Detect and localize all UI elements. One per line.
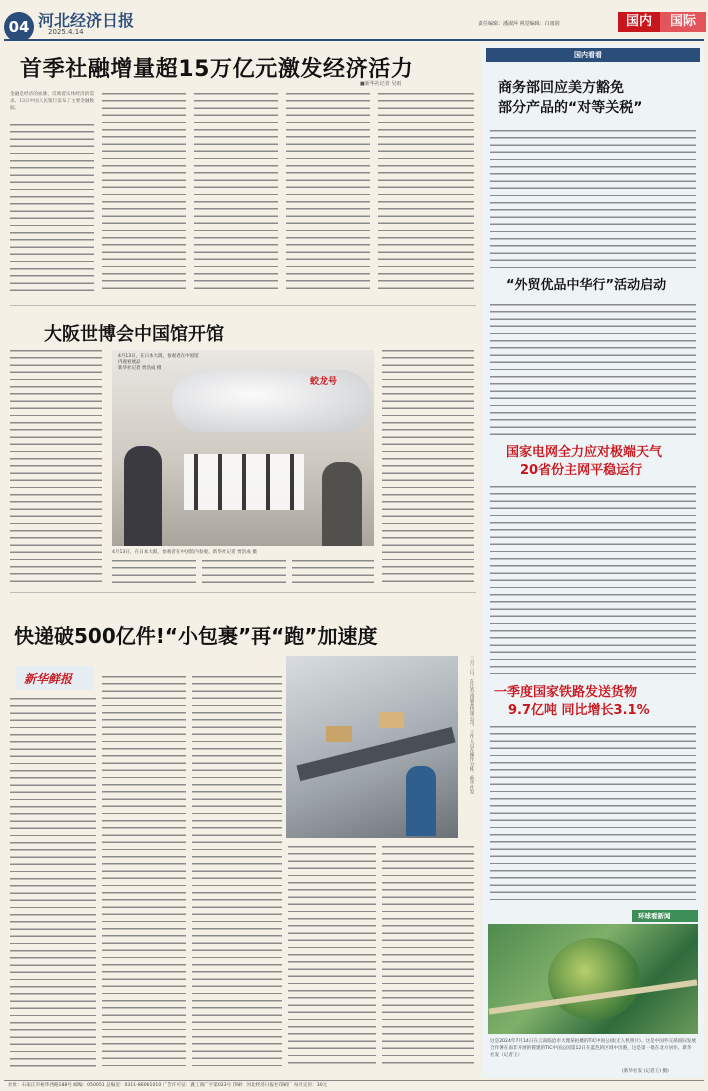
express-col-1 — [10, 696, 96, 1068]
express-headline: 快递破500亿件!“小包裹”再“跑”加速度 — [14, 624, 378, 648]
express-badge: 新华鲜报 — [16, 666, 94, 690]
express-photo — [286, 656, 458, 838]
lead-snippet: 金融是经济的血脉，反映着实体经济的需求。13日中国人民银行发布了主要金融数据。 — [10, 92, 94, 112]
expo-article — [10, 308, 476, 590]
expo-col-1 — [10, 348, 102, 586]
sidebar-body-4 — [490, 724, 696, 904]
expo-col-mid-1 — [112, 558, 196, 586]
photo-inset-note: 4月13日，在日本大阪，参观者在中国馆内观看展品 新华社记者 贾浩成 摄 — [118, 354, 199, 371]
expo-caption: 4月13日，在日本大阪，参观者在中国馆内参观。新华社记者 贾浩成 摄 — [112, 550, 257, 555]
editors-line: 责任编辑：潘淑萍 视觉编辑：白雨润 — [478, 21, 560, 27]
section-tab-international: 国际 — [660, 12, 706, 32]
sidebar-tag-domestic: 国内看看 — [486, 48, 700, 62]
sidebar-tag-global: 环球看新闻 — [632, 910, 698, 922]
express-col-4 — [288, 844, 376, 1068]
lead-col-2 — [102, 91, 186, 292]
sidebar-headline-4: 一季度国家铁路发送货物 9.7亿吨 同比增长3.1% — [494, 685, 650, 718]
sidebar-photo-credit: (新华社发 (记者王) 摄) — [622, 1069, 669, 1074]
footer-imprint: 社址：石家庄市裕华西路188号 邮编：050051 总编室：0311-86061010 广告许可证：冀工商广字第023号 印刷：河北经济日报社印刷厂 每月定价：30元 — [8, 1083, 328, 1088]
express-col-2 — [102, 674, 186, 1068]
express-photo-caption: 三月三日，在江苏南通某快递公司，工作人员在操作分拣。新华社发 — [469, 656, 474, 794]
sidebar — [482, 44, 704, 1078]
express-article — [10, 596, 476, 1076]
page-number: 04 — [4, 12, 34, 40]
expo-photo — [112, 350, 374, 546]
tree-cluster — [548, 938, 640, 1020]
sidebar-body-2 — [490, 302, 696, 436]
lead-headline: 首季社融增量超15万亿元激发经济活力 — [20, 57, 414, 82]
visitor-figure — [124, 446, 162, 546]
lead-col-3 — [194, 91, 278, 292]
expo-col-right — [382, 348, 474, 586]
section-tab-domestic: 国内 — [618, 12, 660, 32]
expo-col-mid-3 — [292, 558, 374, 586]
sidebar-photo-caption: 这是2024年7月14日在云南临沧市大理某拍摄的TIC中国公园(无人机照片)。这是中国外交部国际发展合作署在南非开展的援建的TIC中国公园第12日在蓝色的区域中出港，这是第一批在北方居住。新华社发（记者王） — [490, 1039, 696, 1058]
sidebar-headline-3: 国家电网全力应对极端天气 20省份主网平稳运行 — [506, 445, 663, 478]
worker-figure — [406, 766, 436, 836]
lead-byline: ■新华社记者 吴雨 — [360, 81, 402, 87]
parcel-box — [326, 726, 352, 742]
issue-date: 2025.4.14 — [48, 28, 84, 36]
expo-col-mid-2 — [202, 558, 286, 586]
panda-display — [184, 454, 304, 510]
submarine-model — [172, 370, 372, 432]
newspaper-logo: 河北经济日报 — [38, 11, 135, 30]
masthead — [0, 0, 708, 40]
submarine-label: 蛟龙号 — [310, 377, 338, 387]
expo-headline: 大阪世博会中国馆开馆 — [44, 324, 224, 345]
sidebar-headline-2: “外贸优品中华行”活动启动 — [506, 278, 667, 293]
lead-col-1 — [10, 122, 94, 292]
sidebar-photo — [488, 924, 698, 1034]
express-col-5 — [382, 844, 474, 1068]
sidebar-headline-1: 商务部回应美方豁免 部分产品的“对等关税” — [498, 80, 643, 116]
sidebar-body-3 — [490, 484, 696, 674]
sidebar-body-1 — [490, 128, 696, 268]
visitor-figure — [322, 462, 362, 546]
express-col-3 — [192, 674, 282, 1068]
parcel-box — [380, 712, 404, 728]
lead-col-4 — [286, 91, 370, 292]
lead-article — [10, 44, 476, 302]
lead-col-5 — [378, 91, 474, 292]
